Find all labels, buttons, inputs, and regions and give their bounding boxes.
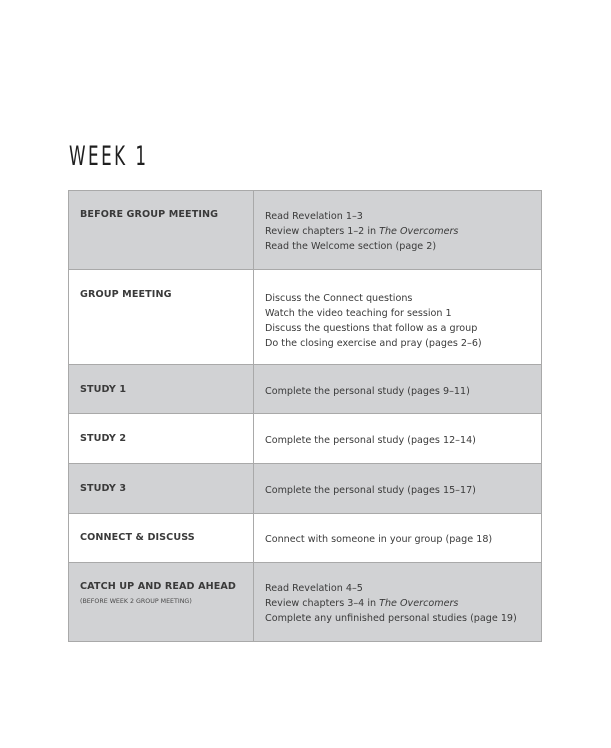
book-title: The Overcomers <box>379 226 459 237</box>
schedule-row-study-1 <box>69 365 542 414</box>
activity-line: Complete the personal study (pages 9–11) <box>265 386 470 397</box>
row-sublabel: (BEFORE WEEK 2 GROUP MEETING) <box>80 598 192 605</box>
schedule-row-group-meeting <box>69 270 542 365</box>
row-detail-cell <box>254 191 542 270</box>
row-detail-cell <box>254 464 542 514</box>
activity-line-text: Review chapters 1–2 in <box>265 226 380 237</box>
activity-line: Read the Welcome section (page 2) <box>265 241 437 252</box>
row-label-cell <box>69 464 254 514</box>
activity-line: Watch the video teaching for session 1 <box>265 308 452 319</box>
activity-list <box>265 532 541 547</box>
row-label-cell <box>69 514 254 563</box>
row-label: CATCH UP AND READ AHEAD <box>80 581 236 592</box>
activity-line: Do the closing exercise and pray (pages 2–6) <box>265 338 482 349</box>
activity-line: Discuss the questions that follow as a group <box>265 323 478 334</box>
row-label-cell <box>69 563 254 642</box>
activity-line: Complete any unfinished personal studies (page 19) <box>265 613 517 624</box>
activity-list <box>265 384 541 399</box>
row-label: STUDY 2 <box>80 433 127 444</box>
activity-line: Complete the personal study (pages 12–14) <box>265 435 476 446</box>
activity-line: Connect with someone in your group (page 18) <box>265 534 493 545</box>
row-label-cell <box>69 365 254 414</box>
book-title: The Overcomers <box>379 598 459 609</box>
row-label: CONNECT & DISCUSS <box>80 532 195 543</box>
schedule-row-before-group-meeting <box>69 191 542 270</box>
row-label-cell <box>69 414 254 464</box>
row-label: GROUP MEETING <box>80 289 172 300</box>
row-label: BEFORE GROUP MEETING <box>80 209 219 220</box>
page-title: WEEK 1 <box>69 141 149 172</box>
row-detail-cell <box>254 365 542 414</box>
row-detail-cell <box>254 270 542 365</box>
activity-line: Read Revelation 1–3 <box>265 211 363 222</box>
schedule-row-study-2 <box>69 414 542 464</box>
activity-line <box>265 224 541 239</box>
schedule-row-study-3 <box>69 464 542 514</box>
activity-list <box>265 483 541 498</box>
row-label-cell <box>69 270 254 365</box>
activity-line: Read Revelation 4–5 <box>265 583 363 594</box>
activity-list <box>265 433 541 448</box>
row-label: STUDY 3 <box>80 483 127 494</box>
schedule-row-catch-up-read-ahead <box>69 563 542 642</box>
activity-list <box>265 291 541 351</box>
activity-line <box>265 596 541 611</box>
row-detail-cell <box>254 563 542 642</box>
row-label-cell <box>69 191 254 270</box>
activity-line: Complete the personal study (pages 15–17) <box>265 485 476 496</box>
row-label: STUDY 1 <box>80 384 127 395</box>
activity-line: Discuss the Connect questions <box>265 293 413 304</box>
schedule-row-connect-discuss <box>69 514 542 563</box>
activity-list <box>265 581 541 626</box>
row-detail-cell <box>254 514 542 563</box>
activity-line-text: Review chapters 3–4 in <box>265 598 380 609</box>
activity-list <box>265 209 541 254</box>
row-detail-cell <box>254 414 542 464</box>
weekly-schedule-table <box>68 190 542 642</box>
